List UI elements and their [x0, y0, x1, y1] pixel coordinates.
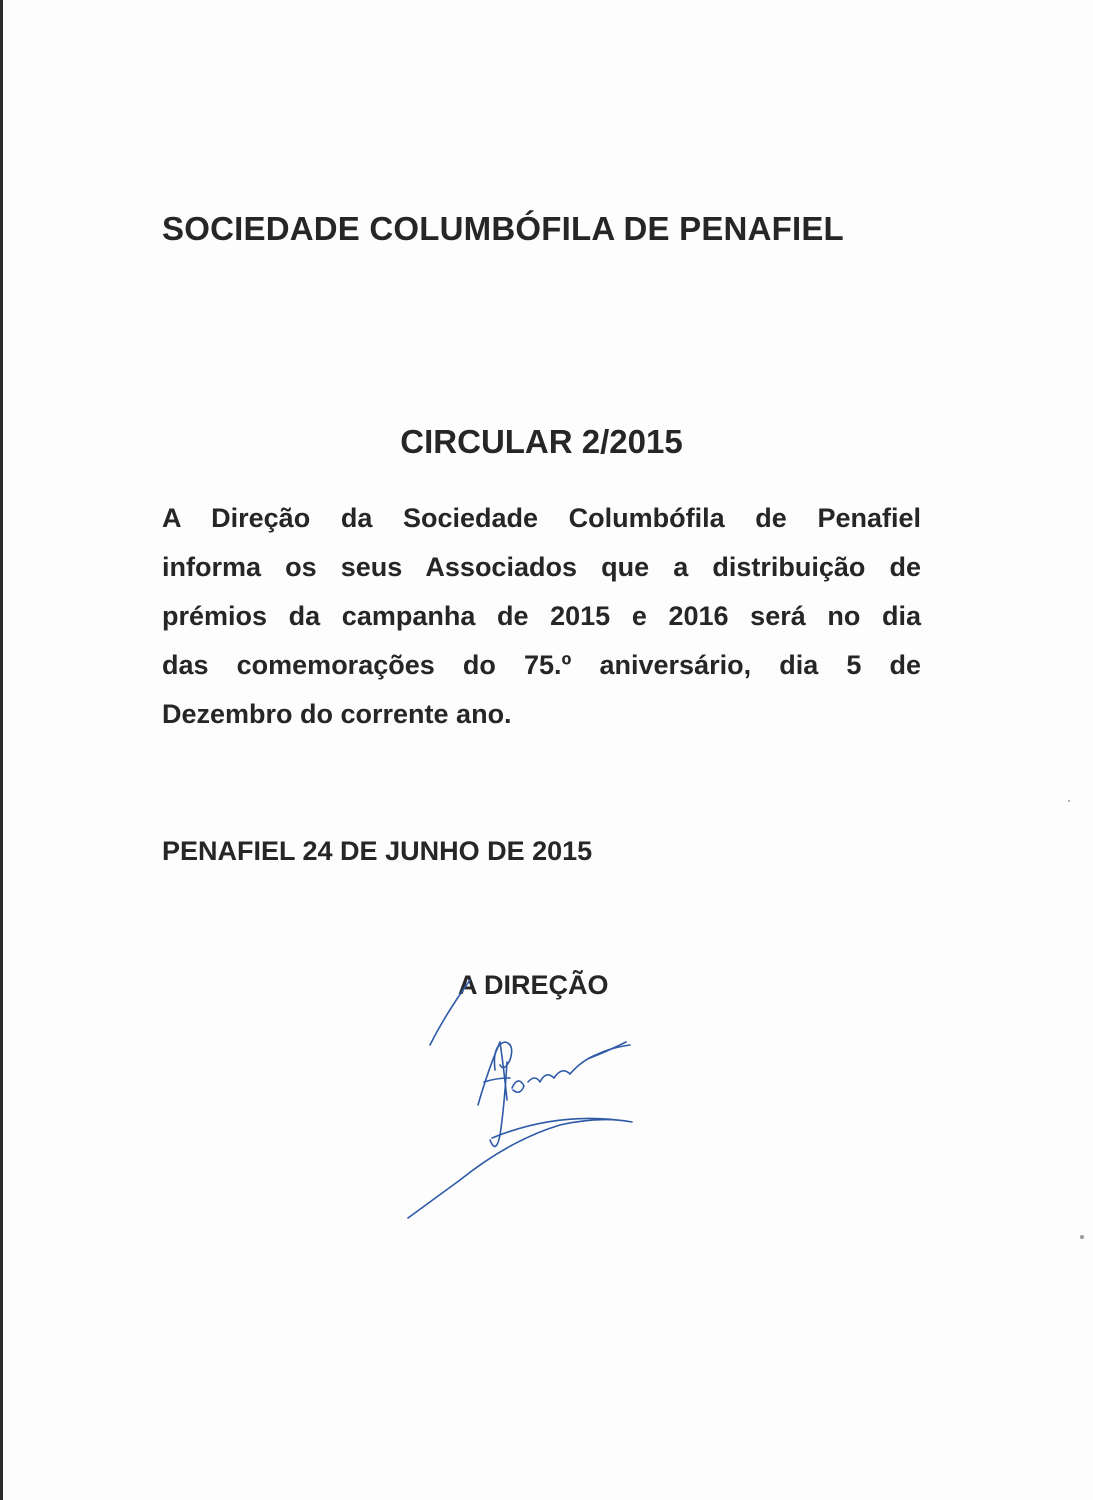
body-line: informa os seus Associados que a distribuição de	[162, 552, 921, 582]
scan-speck	[1080, 1235, 1084, 1239]
circular-body	[162, 494, 921, 739]
organization-title: SOCIEDADE COLUMBÓFILA DE PENAFIEL	[162, 210, 844, 247]
handwritten-signature	[400, 970, 650, 1220]
circular-title: CIRCULAR 2/2015	[400, 423, 683, 460]
body-line: prémios da campanha de 2015 e 2016 será no dia	[162, 601, 921, 631]
scan-speck	[1068, 800, 1070, 802]
scan-left-edge	[0, 0, 3, 1500]
signature-label: A DIREÇÃO	[458, 970, 609, 1000]
body-line: das comemorações do 75.º aniversário, dia 5 de	[162, 650, 921, 680]
body-line: Dezembro do corrente ano.	[162, 699, 512, 729]
body-line: A Direção da Sociedade Columbófila de Penafiel	[162, 503, 921, 533]
place-and-date: PENAFIEL 24 DE JUNHO DE 2015	[162, 836, 593, 866]
